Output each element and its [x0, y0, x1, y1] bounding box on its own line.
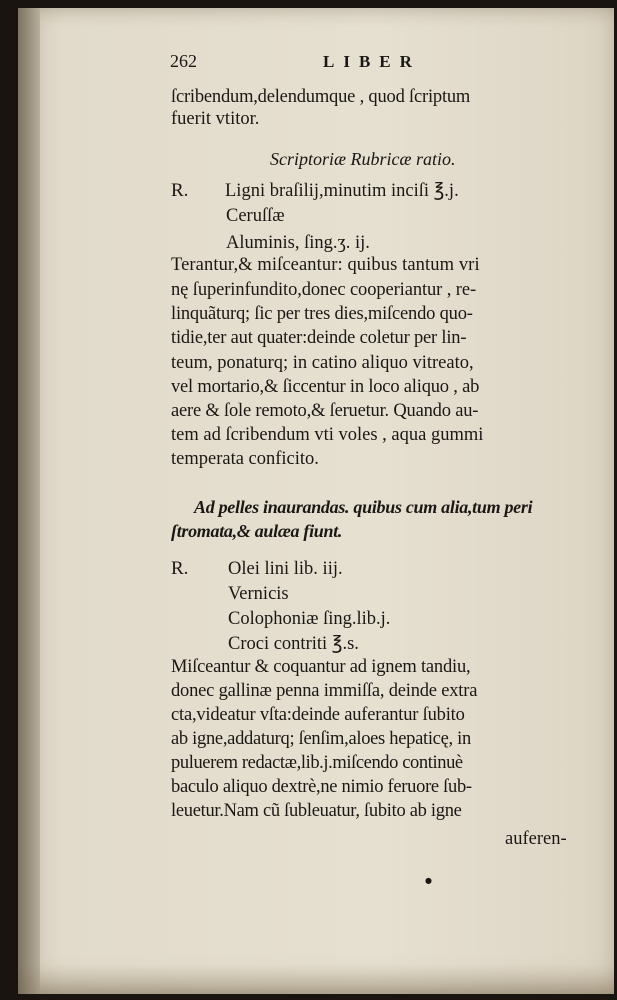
recipe-heading: ſtromata,& aulæa fiunt. [171, 521, 343, 541]
recipe-label: R. [171, 558, 189, 579]
ingredient-line: Vernicis [228, 584, 289, 604]
text-line: Miſceantur & coquantur ad ignem tandiu, [171, 657, 471, 677]
book-page [18, 8, 614, 994]
page-gutter-shadow [18, 8, 40, 994]
ingredient-line: Ceruſſæ [226, 206, 285, 226]
recipe-heading: Scriptoriæ Rubricæ ratio. [270, 149, 456, 169]
text-line: cta,videatur vſta:deinde auferantur ſubito [171, 705, 465, 725]
ingredient-line: Ligni braſilij,minutim inciſi ℥.j. [225, 181, 459, 201]
recipe-label: R. [171, 180, 189, 201]
text-line: teum, ponaturq; in catino aliquo vitreato, [171, 353, 474, 373]
text-line: puluerem redactæ,lib.j.miſcendo continuè [171, 753, 463, 773]
recipe-heading: Ad pelles inaurandas. quibus cum alia,tum peri [194, 497, 533, 517]
text-line: nę ſuperinfundito,donec cooperiantur , re- [171, 280, 477, 300]
ingredient-line: Croci contriti ℥.s. [228, 634, 359, 654]
text-line: baculo aliquo dextrè,ne nimio feruore ſub- [171, 777, 472, 797]
text-line: vel mortario,& ſiccentur in loco aliquo , ab [171, 377, 480, 397]
page-bottom-edge [18, 964, 614, 994]
running-title: LIBER [323, 52, 421, 71]
text-line: donec gallinæ penna immiſſa, deinde extra [171, 681, 478, 701]
ingredient-line: Colophoniæ ſing.lib.j. [228, 609, 391, 629]
text-line: fuerit vtitor. [171, 109, 260, 129]
text-line: linquãturq; ſic per tres dies,miſcendo quo- [171, 304, 473, 324]
text-line: temperata conficito. [171, 449, 319, 469]
ingredient-line: Olei lini lib. iij. [228, 559, 343, 579]
catchword: auferen- [505, 829, 567, 849]
text-line: leuetur.Nam cũ ſubleuatur, ſubito ab igne [171, 801, 462, 821]
ink-speck: ● [425, 876, 432, 885]
text-line: ab igne,addaturq; ſenſim,aloes hepaticę, in [171, 729, 471, 749]
text-line: tidie,ter aut quater:deinde coletur per lin- [171, 328, 467, 348]
page-number: 262 [170, 51, 197, 71]
text-line: aere & ſole remoto,& ſeruetur. Quando au- [171, 401, 479, 421]
text-line: ſcribendum,delendumque , quod ſcriptum [171, 87, 471, 107]
ingredient-line: Aluminis, ſing.ʒ. ij. [226, 233, 370, 253]
text-line: tem ad ſcribendum vti voles , aqua gummi [171, 425, 484, 445]
text-line: Terantur,& miſceantur: quibus tantum vri [171, 255, 480, 275]
